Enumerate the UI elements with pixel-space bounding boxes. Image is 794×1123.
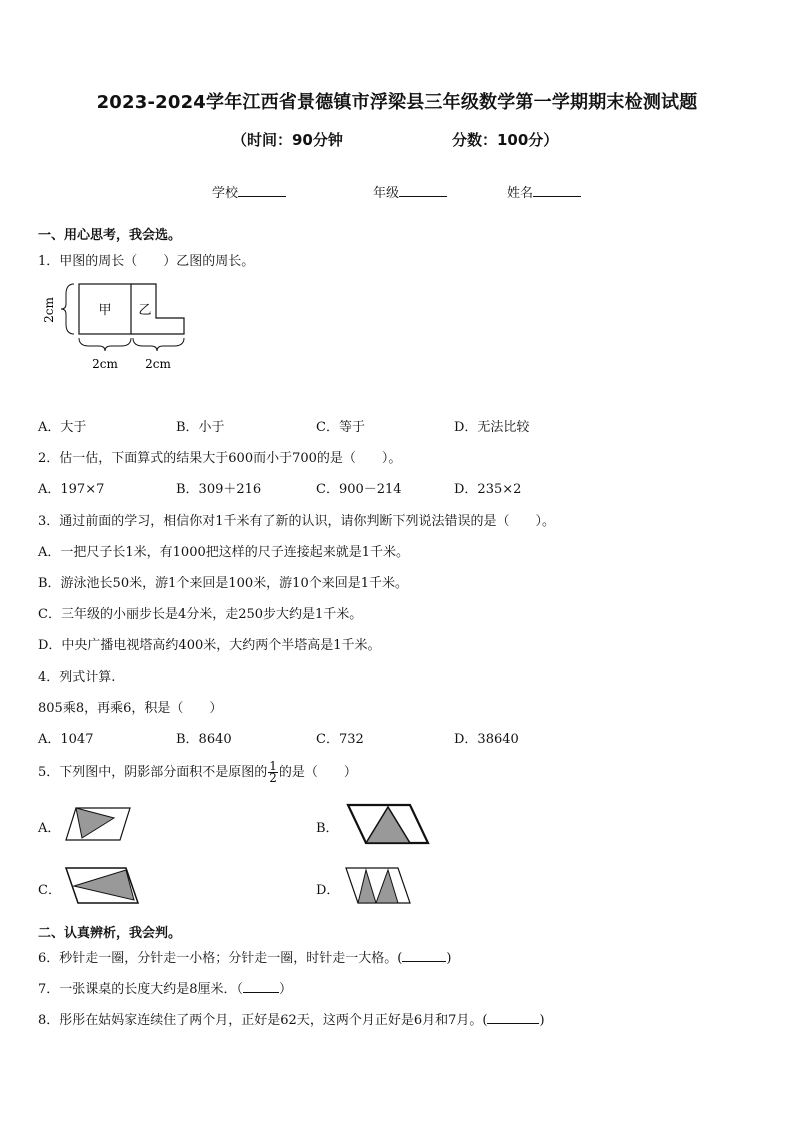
q5-stem — [38, 758, 357, 788]
jia-label: 甲 — [98, 303, 112, 318]
q7 — [38, 978, 292, 997]
bottom-right-brace — [133, 338, 184, 351]
school-blank[interactable] — [238, 184, 286, 197]
q8-close: ) — [539, 1013, 545, 1028]
q5-figure-b[interactable] — [344, 801, 432, 847]
exam-title: 2023-2024学年江西省景德镇市浮梁县三年级数学第一学期期末检测试题 — [96, 92, 698, 113]
q5-figure-c[interactable] — [62, 864, 142, 906]
q5-option-b-label[interactable]: B． — [316, 821, 339, 836]
bottom-left-brace — [79, 338, 131, 351]
q2-option-d[interactable]: D．235×2 — [454, 482, 522, 497]
section-2-title: 二、认真辨析，我会判。 — [38, 926, 182, 941]
q3-option-a[interactable]: A．一把尺子长1米，有1000把这样的尺子连接起来就是1千米。 — [38, 545, 410, 560]
q3-option-c[interactable]: C．三年级的小丽步长是4分米，走250步大约是1千米。 — [38, 607, 363, 622]
q2-option-c[interactable]: C．900－214 — [316, 482, 402, 497]
q2-stem: 2．估一估，下面算式的结果大于600而小于700的是（ ）。 — [38, 451, 402, 466]
q5-stem-after: 的是（ ） — [278, 765, 357, 780]
q6-close: ) — [446, 951, 452, 966]
bottom-right-dim-label: 2cm — [145, 357, 171, 371]
q8-text: 8．彤彤在姑妈家连续住了两个月，正好是62天，这两个月正好是6月和7月。( — [38, 1013, 488, 1028]
q5-stem-before: 5．下列图中，阴影部分面积不是原图的 — [38, 765, 268, 780]
name-blank[interactable] — [533, 184, 581, 197]
name-label: 姓名 — [507, 186, 534, 201]
q5-frac-num: 1 — [269, 759, 277, 773]
exam-time: （时间：90分钟 — [232, 131, 343, 149]
q5-option-a-label[interactable]: A． — [38, 821, 61, 836]
q1-option-b[interactable]: B．小于 — [176, 420, 225, 435]
q4-option-a[interactable]: A．1047 — [38, 732, 94, 747]
q1-option-a[interactable]: A．大于 — [38, 420, 87, 435]
q7-text: 7．一张课桌的长度大约是8厘米．（ — [38, 982, 244, 997]
q2-option-b[interactable]: B．309＋216 — [176, 482, 262, 497]
yi-label: 乙 — [138, 303, 152, 318]
bottom-left-dim-label: 2cm — [92, 357, 118, 371]
q4-stem: 4．列式计算. — [38, 670, 116, 685]
q5-figure-d[interactable] — [342, 864, 414, 906]
exam-score: 分数：100分） — [452, 131, 559, 149]
q3-stem: 3．通过前面的学习，相信你对1千米有了新的认识，请你判断下列说法错误的是（ ）。 — [38, 514, 556, 529]
school-field — [212, 182, 286, 201]
q3-option-d[interactable]: D．中央广播电视塔高约400米，大约两个半塔高是1千米。 — [38, 638, 381, 653]
q5-figure-a[interactable] — [62, 805, 134, 843]
q1-figure — [38, 280, 198, 380]
q7-answer-blank[interactable] — [243, 980, 279, 993]
grade-blank[interactable] — [399, 184, 447, 197]
q8-answer-blank[interactable] — [487, 1011, 539, 1024]
q6-text: 6．秒针走一圈，分针走一小格；分针走一圈，时针走一大格。( — [38, 951, 403, 966]
q5-fraction — [268, 761, 278, 784]
q6-answer-blank[interactable] — [402, 949, 446, 962]
q6 — [38, 947, 451, 966]
q1-stem: 1．甲图的周长（ ）乙图的周长。 — [38, 254, 255, 269]
grade-label: 年级 — [373, 186, 400, 201]
q4-option-c[interactable]: C．732 — [316, 732, 364, 747]
left-brace — [61, 284, 74, 334]
section-1-title: 一、用心思考，我会选。 — [38, 228, 182, 243]
grade-field — [373, 182, 447, 201]
school-label: 学校 — [212, 186, 239, 201]
q1-option-d[interactable]: D．无法比较 — [454, 420, 530, 435]
q4-option-b[interactable]: B．8640 — [176, 732, 232, 747]
q4-line2: 805乘8，再乘6，积是（ ） — [38, 701, 223, 716]
q5-option-c-label[interactable]: C． — [38, 883, 61, 898]
q4-option-d[interactable]: D．38640 — [454, 732, 519, 747]
q5-frac-den: 2 — [269, 771, 277, 785]
name-field — [507, 182, 581, 201]
q7-close: ） — [279, 982, 293, 997]
q3-option-b[interactable]: B．游泳池长50米，游1个来回是100米，游10个来回是1千米。 — [38, 576, 408, 591]
q1-option-c[interactable]: C．等于 — [316, 420, 365, 435]
left-dim-label: 2cm — [42, 297, 56, 323]
q5-option-d-label[interactable]: D． — [316, 883, 340, 898]
q8 — [38, 1009, 545, 1028]
q2-option-a[interactable]: A．197×7 — [38, 482, 105, 497]
